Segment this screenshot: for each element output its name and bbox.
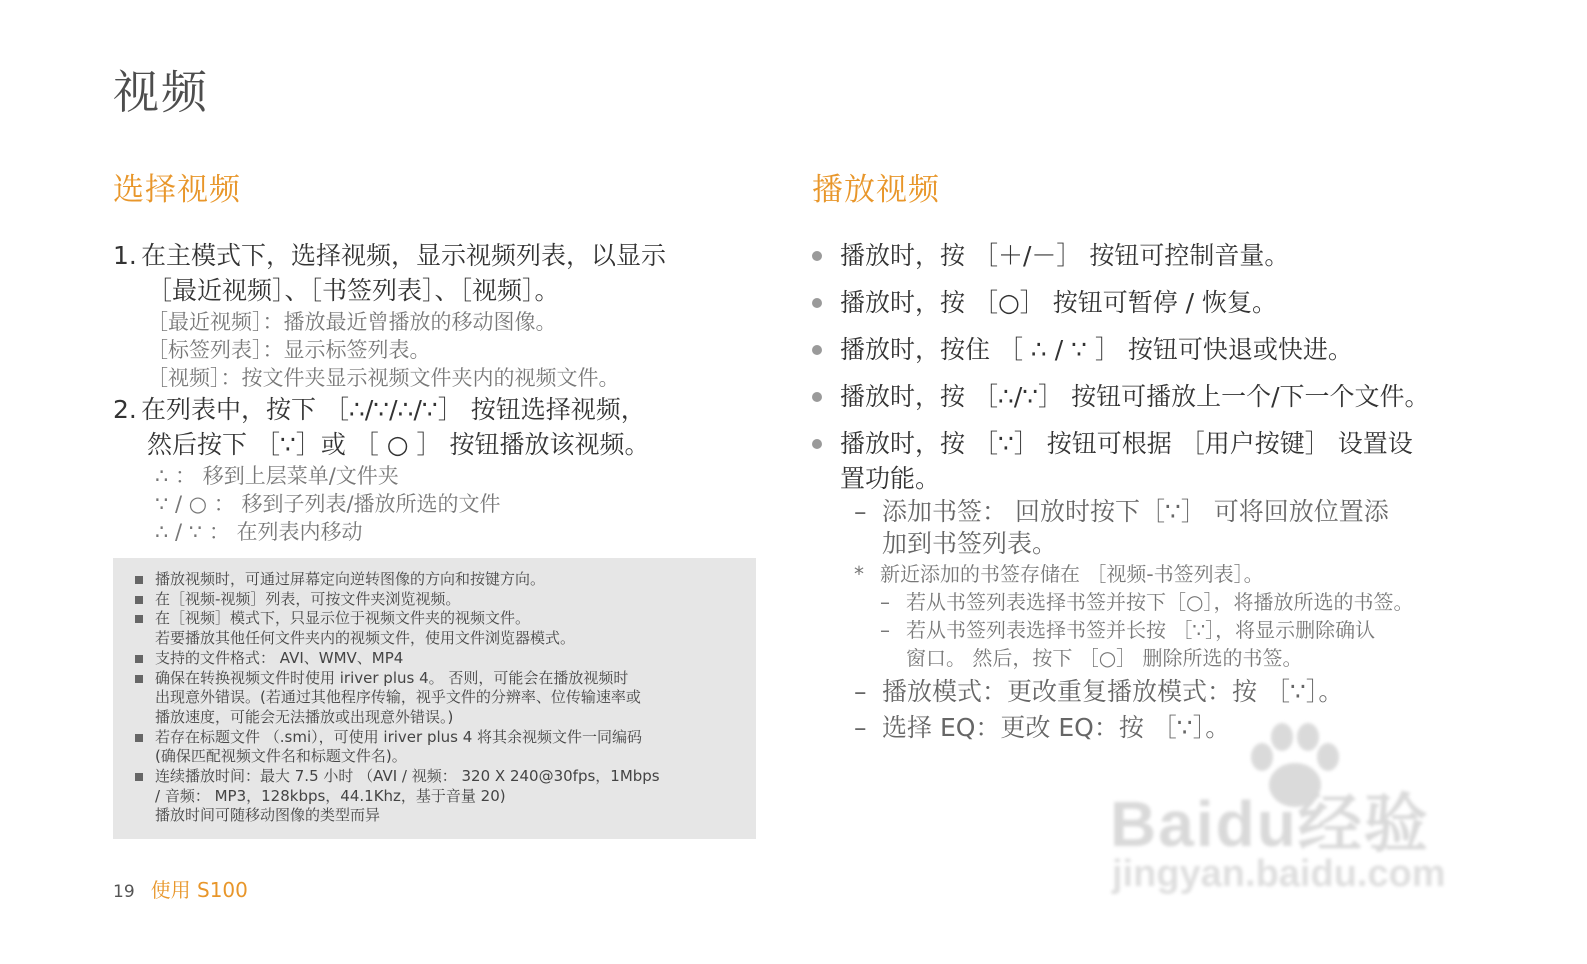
square-bullet-icon — [135, 655, 143, 663]
step-number: 2. — [113, 395, 137, 424]
step-1-continued: ［最近视频］、［书签列表］、［视频］。 — [147, 276, 560, 305]
bullet-dot-icon — [812, 298, 822, 308]
select-video-section — [113, 238, 763, 546]
page-number: 19 — [113, 882, 135, 902]
note-item: 若存在标题文件 （.smi），可使用 iriver plus 4 将其余视频文件一同编码 (确保匹配视频文件名和标题文件名)。 — [135, 728, 742, 767]
baidu-watermark — [1110, 715, 1480, 915]
bullet-dot-icon — [812, 392, 822, 402]
bullet-seek: 播放时，按住 ［ ∴ / ∵ ］ 按钮可快退或快进。 — [812, 332, 1492, 367]
square-bullet-icon — [135, 675, 143, 683]
bullet-volume: 播放时，按 ［＋/－］ 按钮可控制音量。 — [812, 238, 1492, 273]
note-item: 播放视频时，可通过屏幕定向逆转图像的方向和按键方向。 — [135, 570, 742, 590]
square-bullet-icon — [135, 734, 143, 742]
bullet-dot-icon — [812, 251, 822, 261]
footer-title: 使用 S100 — [150, 878, 248, 902]
add-bookmark-item: – 添加书签： 回放时按下［∵］ 可将回放位置添 加到书签列表。 — [854, 497, 1389, 558]
note-item: 支持的文件格式： AVI、WMV、MP4 — [135, 649, 742, 669]
watermark-logo: Baidu经验 — [1110, 788, 1430, 860]
play-video-section — [812, 238, 1492, 744]
step-2-continued: 然后按下 ［∵］或 ［ ○ ］ 按钮播放该视频。 — [147, 430, 650, 459]
step-2-sub-move: ∴ / ∵ ： 在列表内移动 — [155, 520, 363, 544]
play-mode-item: – 播放模式：更改重复播放模式：按 ［∵］。 — [854, 677, 1344, 706]
step-text: 在列表中，按下 ［∴/∵/∴/∵］ 按钮选择视频， — [141, 395, 646, 424]
step-1-sub-bookmarks: ［标签列表］：显示标签列表。 — [147, 338, 431, 362]
step-1-sub-video: ［视频］：按文件夹显示视频文件夹内的视频文件。 — [147, 366, 620, 390]
step-1-sub-recent: ［最近视频］：播放最近曾播放的移动图像。 — [147, 310, 557, 334]
step-2-sub-up: ∴ ： 移到上层菜单/文件夹 — [155, 464, 399, 488]
page-title: 视频 — [113, 65, 209, 119]
bullet-user-key: 播放时，按 ［∵］ 按钮可根据 ［用户按键］ 设置设 置功能。 — [812, 426, 1492, 496]
bullet-dot-icon — [812, 439, 822, 449]
section-title-play-video: 播放视频 — [812, 172, 940, 208]
bookmark-delete-note: – 若从书签列表选择书签并长按 ［∵］，将显示删除确认 窗口。 然后，按下 ［○］ 删除所选的书签。 — [880, 618, 1376, 670]
square-bullet-icon — [135, 615, 143, 623]
notes-box — [113, 558, 756, 839]
eq-item: – 选择 EQ：更改 EQ：按 ［∵］。 — [854, 713, 1231, 742]
note-item: 连续播放时间：最大 7.5 小时 （AVI / 视频： 320 X 240@30fps，1Mbps / 音频： MP3，128kbps，44.1Khz，基于音量 20) 播放时间可随移动图像的类型而异 — [135, 767, 742, 826]
step-2-sub-enter: ∵ / ○ ： 移到子列表/播放所选的文件 — [155, 492, 501, 516]
bullet-pause: 播放时，按 ［○］ 按钮可暂停 / 恢复。 — [812, 285, 1492, 320]
square-bullet-icon — [135, 576, 143, 584]
square-bullet-icon — [135, 773, 143, 781]
bookmark-play-note: – 若从书签列表选择书签并按下［○］，将播放所选的书签。 — [880, 590, 1414, 614]
square-bullet-icon — [135, 596, 143, 604]
step-text: 在主模式下，选择视频，显示视频列表，以显示 — [141, 241, 667, 270]
page-footer — [113, 874, 248, 903]
step-number: 1. — [113, 241, 137, 270]
step-1 — [113, 238, 763, 273]
note-item: 在［视频-视频］列表，可按文件夹浏览视频。 — [135, 590, 742, 610]
bullet-dot-icon — [812, 345, 822, 355]
bookmark-storage-note: * 新近添加的书签存储在 ［视频-书签列表］。 — [854, 562, 1264, 586]
watermark-url: jingyan.baidu.com — [1112, 853, 1446, 895]
section-title-select-video: 选择视频 — [113, 172, 241, 208]
step-2 — [113, 392, 763, 427]
note-item: 确保在转换视频文件时使用 iriver plus 4。 否则，可能会在播放视频时 出现意外错误。(若通过其他程序传输，视乎文件的分辨率、位传输速率或 播放速度，可能会无法播放或出现意外错误。) — [135, 669, 742, 728]
note-item: 在［视频］模式下，只显示位于视频文件夹的视频文件。 若要播放其他任何文件夹内的视频文件，使用文件浏览器模式。 — [135, 609, 742, 648]
bullet-prev-next: 播放时，按 ［∴/∵］ 按钮可播放上一个/下一个文件。 — [812, 379, 1492, 414]
